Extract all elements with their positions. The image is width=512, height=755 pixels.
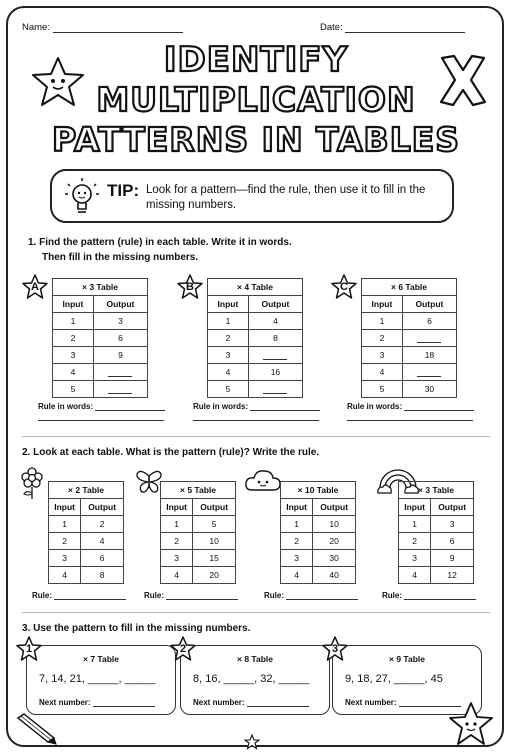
section-divider — [22, 612, 490, 613]
answer-blank[interactable] — [263, 384, 287, 394]
next-number-line[interactable] — [247, 698, 309, 707]
card-badge — [170, 636, 196, 662]
badge-label: A — [31, 281, 39, 293]
output-cell: 4 — [248, 313, 302, 330]
rule-in-words-field[interactable] — [38, 402, 165, 411]
date-label: Date: — [320, 22, 343, 33]
table-row — [208, 330, 303, 347]
smiling-star-icon — [446, 700, 496, 748]
column-header-input: Input — [362, 296, 403, 313]
badge-label: C — [340, 281, 348, 293]
flower-icon — [18, 466, 46, 500]
input-cell: 4 — [281, 567, 313, 584]
table-row — [49, 567, 124, 584]
table-row — [281, 516, 356, 533]
pattern-card — [180, 645, 330, 715]
next-number-field[interactable] — [345, 698, 461, 707]
multiplication-table — [48, 481, 124, 584]
output-cell: 30 — [402, 381, 456, 398]
input-cell: 1 — [281, 516, 313, 533]
output-cell: 5 — [193, 516, 236, 533]
input-cell: 3 — [362, 347, 403, 364]
badge-label: 1 — [25, 643, 33, 655]
table-row — [208, 313, 303, 330]
card-badge — [16, 636, 42, 662]
output-cell: 20 — [313, 533, 356, 550]
title-line-1: IDENTIFY — [163, 40, 349, 80]
table-row — [362, 313, 457, 330]
rule-answer-line-2[interactable] — [347, 420, 473, 421]
multiplication-table — [207, 278, 303, 398]
rule-label: Rule in words: — [347, 402, 403, 411]
rule-in-words-field[interactable] — [193, 402, 320, 411]
table-caption: × 2 Table — [49, 482, 124, 499]
card-badge — [322, 636, 348, 662]
output-cell: 8 — [81, 567, 124, 584]
rule-label: Rule: — [264, 591, 284, 600]
tip-label: TIP: — [107, 181, 140, 200]
output-cell: 10 — [313, 516, 356, 533]
rule-label: Rule in words: — [38, 402, 94, 411]
output-cell: 15 — [193, 550, 236, 567]
table-caption: × 5 Table — [161, 482, 236, 499]
input-cell: 4 — [53, 364, 94, 381]
table-row — [399, 550, 474, 567]
multiplication-table — [52, 278, 148, 398]
output-cell: 8 — [248, 330, 302, 347]
table-row — [49, 516, 124, 533]
input-cell: 3 — [161, 550, 193, 567]
column-header-input: Input — [208, 296, 249, 313]
table-row — [399, 533, 474, 550]
input-cell: 5 — [362, 381, 403, 398]
column-header-output: Output — [313, 499, 356, 516]
next-number-label: Next number: — [39, 698, 91, 707]
table-row — [362, 330, 457, 347]
rule-answer-line[interactable] — [95, 402, 165, 411]
input-cell: 4 — [362, 364, 403, 381]
table-caption: × 3 Table — [53, 279, 148, 296]
output-cell: 30 — [313, 550, 356, 567]
output-cell: 18 — [402, 347, 456, 364]
input-cell: 2 — [281, 533, 313, 550]
input-cell: 2 — [399, 533, 431, 550]
table-caption: × 10 Table — [281, 482, 356, 499]
table-row — [53, 330, 148, 347]
rule-answer-line[interactable] — [286, 591, 358, 600]
input-cell: 1 — [49, 516, 81, 533]
answer-blank-cell[interactable] — [402, 330, 456, 347]
table-row — [281, 567, 356, 584]
rule-label: Rule: — [144, 591, 164, 600]
table-row — [208, 381, 303, 398]
rule-field[interactable] — [264, 591, 358, 600]
section2-prompt: 2. Look at each table. What is the pattern (rule)? Write the rule. — [22, 447, 320, 458]
rule-field[interactable] — [32, 591, 126, 600]
card-caption: × 8 Table — [237, 654, 273, 664]
input-cell: 3 — [281, 550, 313, 567]
table-badge — [331, 274, 357, 300]
input-cell: 4 — [399, 567, 431, 584]
input-cell: 1 — [53, 313, 94, 330]
number-sequence[interactable]: 9, 18, 27, _____, 45 — [345, 673, 443, 685]
output-cell: 20 — [193, 567, 236, 584]
answer-blank-cell[interactable] — [248, 381, 302, 398]
output-cell: 6 — [81, 550, 124, 567]
date-field[interactable] — [320, 22, 465, 33]
table-row — [281, 533, 356, 550]
output-cell: 9 — [93, 347, 147, 364]
input-cell: 2 — [362, 330, 403, 347]
multiplication-table — [280, 481, 356, 584]
table-row — [53, 313, 148, 330]
table-caption: × 4 Table — [208, 279, 303, 296]
lightbulb-icon — [62, 176, 102, 218]
section1-prompt-line2: Then fill in the missing numbers. — [42, 252, 199, 263]
badge-label: 3 — [331, 643, 339, 655]
table-caption: × 3 Table — [399, 482, 474, 499]
smiling-star-icon — [28, 54, 88, 110]
input-cell: 2 — [49, 533, 81, 550]
output-cell: 6 — [93, 330, 147, 347]
name-field[interactable] — [22, 22, 183, 33]
table-row — [53, 364, 148, 381]
column-header-output: Output — [81, 499, 124, 516]
input-cell: 5 — [208, 381, 249, 398]
answer-blank-cell[interactable] — [93, 381, 147, 398]
title-line-3: PATTERNS IN TABLES — [51, 120, 461, 159]
input-cell: 2 — [208, 330, 249, 347]
input-cell: 1 — [208, 313, 249, 330]
multiplication-table — [160, 481, 236, 584]
answer-blank[interactable] — [263, 350, 287, 360]
title-line-2: MULTIPLICATION — [96, 80, 416, 119]
rule-field[interactable] — [382, 591, 476, 600]
rule-answer-line[interactable] — [404, 591, 476, 600]
table-row — [362, 347, 457, 364]
next-number-label: Next number: — [345, 698, 397, 707]
column-header-input: Input — [161, 499, 193, 516]
rule-answer-line-2[interactable] — [193, 420, 319, 421]
number-sequence[interactable]: 8, 16, _____, 32, _____ — [193, 673, 310, 685]
input-cell: 3 — [53, 347, 94, 364]
name-line[interactable] — [53, 22, 183, 33]
rule-answer-line[interactable] — [250, 402, 320, 411]
column-header-input: Input — [399, 499, 431, 516]
multiplication-table — [361, 278, 457, 398]
pattern-card — [26, 645, 176, 715]
input-cell: 3 — [399, 550, 431, 567]
input-cell: 1 — [161, 516, 193, 533]
table-row — [208, 364, 303, 381]
table-row — [161, 550, 236, 567]
input-cell: 1 — [362, 313, 403, 330]
input-cell: 4 — [161, 567, 193, 584]
output-cell: 3 — [93, 313, 147, 330]
output-cell: 2 — [81, 516, 124, 533]
output-cell: 4 — [81, 533, 124, 550]
table-row — [161, 567, 236, 584]
answer-blank-cell[interactable] — [248, 347, 302, 364]
table-row — [362, 381, 457, 398]
input-cell: 5 — [53, 381, 94, 398]
table-row — [399, 567, 474, 584]
input-cell: 3 — [208, 347, 249, 364]
table-row — [161, 516, 236, 533]
rule-answer-line[interactable] — [166, 591, 238, 600]
column-header-output: Output — [431, 499, 474, 516]
rule-answer-line[interactable] — [404, 402, 474, 411]
multiply-sign-icon — [432, 52, 494, 110]
input-cell: 2 — [53, 330, 94, 347]
input-cell: 4 — [208, 364, 249, 381]
input-cell: 4 — [49, 567, 81, 584]
table-badge — [177, 274, 203, 300]
input-cell: 2 — [161, 533, 193, 550]
table-row — [49, 533, 124, 550]
answer-blank[interactable] — [417, 367, 441, 377]
output-cell: 16 — [248, 364, 302, 381]
badge-label: B — [186, 281, 194, 293]
rule-label: Rule in words: — [193, 402, 249, 411]
output-cell: 6 — [402, 313, 456, 330]
output-cell: 40 — [313, 567, 356, 584]
rule-label: Rule: — [382, 591, 402, 600]
output-cell: 12 — [431, 567, 474, 584]
column-header-output: Output — [402, 296, 456, 313]
rule-in-words-field[interactable] — [347, 402, 474, 411]
small-star-icon — [244, 734, 260, 750]
next-number-field[interactable] — [193, 698, 309, 707]
card-caption: × 7 Table — [83, 654, 119, 664]
output-cell: 3 — [431, 516, 474, 533]
number-sequence[interactable]: 7, 14, 21, _____, _____ — [39, 673, 156, 685]
date-line[interactable] — [345, 22, 465, 33]
output-cell: 6 — [431, 533, 474, 550]
tip-box — [50, 169, 454, 223]
next-number-line[interactable] — [93, 698, 155, 707]
table-row — [49, 550, 124, 567]
table-caption: × 6 Table — [362, 279, 457, 296]
column-header-output: Output — [93, 296, 147, 313]
multiplication-table — [398, 481, 474, 584]
table-row — [53, 381, 148, 398]
name-label: Name: — [22, 22, 50, 33]
table-row — [53, 347, 148, 364]
section3-prompt: 3. Use the pattern to fill in the missing numbers. — [22, 623, 251, 634]
answer-blank[interactable] — [108, 367, 132, 377]
column-header-input: Input — [281, 499, 313, 516]
pencil-icon — [14, 712, 58, 746]
column-header-input: Input — [53, 296, 94, 313]
rule-field[interactable] — [144, 591, 238, 600]
answer-blank-cell[interactable] — [402, 364, 456, 381]
cloud-icon — [244, 468, 282, 494]
output-cell: 10 — [193, 533, 236, 550]
rule-label: Rule: — [32, 591, 52, 600]
table-badge — [22, 274, 48, 300]
table-row — [161, 533, 236, 550]
column-header-output: Output — [193, 499, 236, 516]
rule-answer-line-2[interactable] — [38, 420, 164, 421]
badge-label: 2 — [179, 643, 187, 655]
next-number-field[interactable] — [39, 698, 155, 707]
section1-prompt-line1: 1. Find the pattern (rule) in each table. Write it in words. — [28, 237, 292, 248]
rule-answer-line[interactable] — [54, 591, 126, 600]
table-row — [208, 347, 303, 364]
section-divider — [22, 436, 490, 437]
table-row — [362, 364, 457, 381]
output-cell: 9 — [431, 550, 474, 567]
tip-text: Look for a pattern—find the rule, then use it to fill in the missing numbers. — [146, 184, 426, 211]
next-number-label: Next number: — [193, 698, 245, 707]
column-header-input: Input — [49, 499, 81, 516]
answer-blank[interactable] — [417, 333, 441, 343]
answer-blank[interactable] — [108, 384, 132, 394]
answer-blank-cell[interactable] — [93, 364, 147, 381]
table-row — [399, 516, 474, 533]
column-header-output: Output — [248, 296, 302, 313]
input-cell: 1 — [399, 516, 431, 533]
card-caption: × 9 Table — [389, 654, 425, 664]
input-cell: 3 — [49, 550, 81, 567]
table-row — [281, 550, 356, 567]
